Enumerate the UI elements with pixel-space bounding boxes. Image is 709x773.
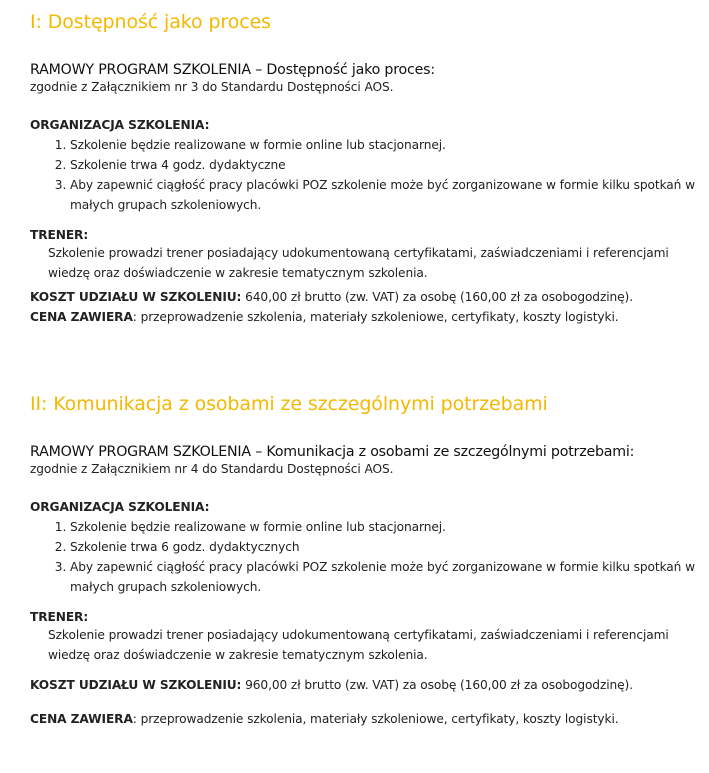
section-2-org-heading: ORGANIZACJA SZKOLENIA: — [30, 500, 210, 514]
section-2-price-value: : przeprowadzenie szkolenia, materiały szkoleniowe, certyfikaty, koszty logistyki. — [132, 712, 619, 726]
section-2-program-title-text: RAMOWY PROGRAM SZKOLENIA – Komunikacja z osobami ze szczególnymi potrzebami — [30, 444, 630, 460]
section-1-program-title — [30, 61, 700, 79]
section-2-trener-text: Szkolenie prowadzi trener posiadający udokumentowaną certyfikatami, zaświadczeniami i referencjami wiedzę oraz doświadczenie w zakresie tematycznym szkolenia. — [48, 628, 669, 662]
list-item: 2. Szkolenie trwa 4 godz. dydaktyczne — [70, 155, 700, 175]
section-1-org-heading: ORGANIZACJA SZKOLENIA: — [30, 118, 210, 132]
section-2-cost-value: 960,00 zł brutto (zw. VAT) za osobę (160,00 zł za osobogodzinę). — [241, 678, 633, 692]
list-item: 3. Aby zapewnić ciągłość pracy placówki POZ szkolenie może być zorganizowane w formie kilku spotkań w małych grupach szkoleniowych. — [70, 175, 700, 215]
section-1-org-list — [30, 135, 700, 215]
section-2-price — [30, 709, 700, 729]
section-2-trener-heading: TRENER: — [30, 610, 89, 624]
section-2-program-title-colon: : — [629, 444, 635, 460]
list-item: 1. Szkolenie będzie realizowane w formie online lub stacjonarnej. — [70, 517, 700, 537]
list-item: 1. Szkolenie będzie realizowane w formie online lub stacjonarnej. — [70, 135, 700, 155]
section-2-title: II: Komunikacja z osobami ze szczególnymi potrzebami — [30, 393, 548, 415]
section-1-title: I: Dostępność jako proces — [30, 11, 271, 33]
section-1-price-label: CENA ZAWIERA — [30, 310, 133, 324]
section-2-cost — [30, 675, 700, 695]
section-2-program-title — [30, 443, 700, 461]
section-1-cost-label: KOSZT UDZIAŁU W SZKOLENIU: — [30, 290, 242, 304]
section-1-trener-heading: TRENER: — [30, 228, 89, 242]
section-1-cost-value: 640,00 zł brutto (zw. VAT) za osobę (160,00 zł za osobogodzinę). — [241, 290, 633, 304]
section-1-trener-text: Szkolenie prowadzi trener posiadający udokumentowaną certyfikatami, zaświadczeniami i referencjami wiedzę oraz doświadczenie w zakresie tematycznym szkolenia. — [48, 246, 669, 280]
section-2-cost-label: KOSZT UDZIAŁU W SZKOLENIU: — [30, 678, 242, 692]
section-1-cost — [30, 287, 700, 307]
section-2-org-list — [30, 517, 700, 597]
section-1-program-title-text: RAMOWY PROGRAM SZKOLENIA – Dostępność jako proces — [30, 62, 431, 78]
list-item: 2. Szkolenie trwa 6 godz. dydaktycznych — [70, 537, 700, 557]
section-2 — [30, 392, 700, 729]
section-2-program-subtitle: zgodnie z Załącznikiem nr 4 do Standardu Dostępności AOS. — [30, 462, 394, 476]
section-1-program-title-colon: : — [430, 62, 435, 78]
section-1-price — [30, 307, 700, 327]
list-item: 3. Aby zapewnić ciągłość pracy placówki POZ szkolenie może być zorganizowane w formie kilku spotkań w małych grupach szkoleniowych. — [70, 557, 700, 597]
section-1-price-value: : przeprowadzenie szkolenia, materiały szkoleniowe, certyfikaty, koszty logistyki. — [132, 310, 619, 324]
section-1 — [30, 10, 700, 327]
section-1-program-subtitle: zgodnie z Załącznikiem nr 3 do Standardu Dostępności AOS. — [30, 80, 394, 94]
section-2-price-label: CENA ZAWIERA — [30, 712, 133, 726]
